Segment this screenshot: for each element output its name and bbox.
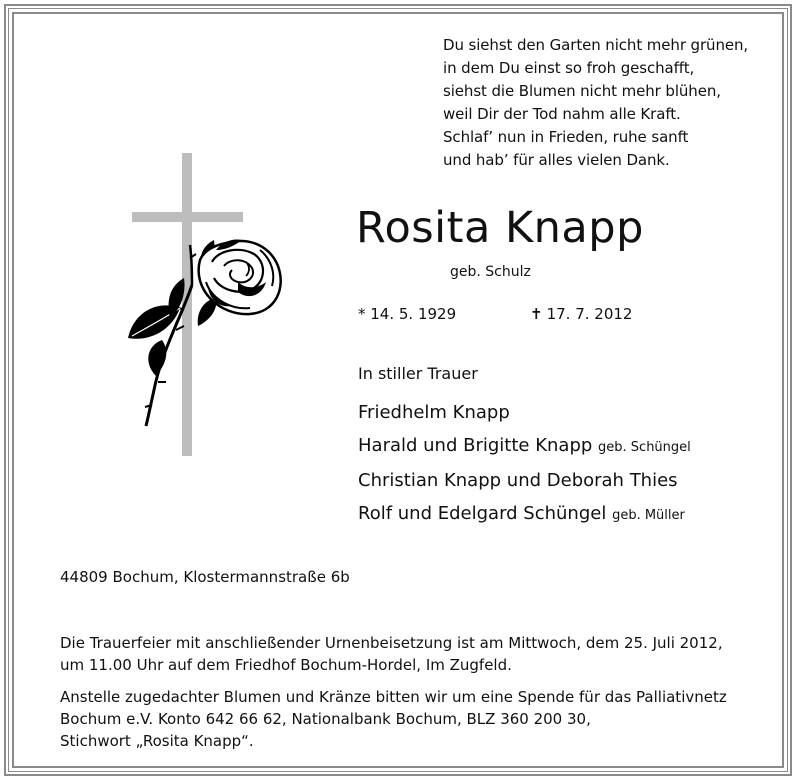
death-date: 17. 7. 2012 bbox=[546, 305, 633, 323]
cross-with-rose-icon bbox=[120, 150, 290, 462]
service-info bbox=[60, 632, 760, 676]
mourner-item bbox=[358, 429, 691, 464]
poem-line: und hab’ für alles vielen Dank. bbox=[443, 151, 670, 169]
donation-line: Stichwort „Rosita Knapp“. bbox=[60, 732, 254, 750]
donation-line: Anstelle zugedachter Blumen und Kränze bitten wir um eine Spende für das Palliativnetz bbox=[60, 688, 727, 706]
maiden-name: geb. Schulz bbox=[450, 264, 531, 280]
cross-horizontal-bar bbox=[132, 212, 243, 222]
mourning-intro: In stiller Trauer bbox=[358, 364, 478, 383]
donation-line: Bochum e.V. Konto 642 66 62, Nationalbank Bochum, BLZ 360 200 30, bbox=[60, 710, 591, 728]
death-date-row bbox=[530, 305, 632, 323]
mourner-name: Christian Knapp und Deborah Thies bbox=[358, 470, 678, 491]
deceased-name: Rosita Knapp bbox=[356, 203, 644, 253]
birth-date: * 14. 5. 1929 bbox=[358, 305, 457, 323]
mourner-name: Rolf und Edelgard Schüngel bbox=[358, 503, 607, 524]
mourner-note: geb. Müller bbox=[612, 508, 685, 523]
poem bbox=[443, 34, 773, 172]
mourner-name: Friedhelm Knapp bbox=[358, 402, 510, 423]
poem-line: siehst die Blumen nicht mehr blühen, bbox=[443, 82, 721, 100]
death-cross-icon: ✝ bbox=[530, 305, 543, 323]
service-line: Die Trauerfeier mit anschließender Urnenbeisetzung ist am Mittwoch, dem 25. Juli 2012, bbox=[60, 634, 723, 652]
mourner-note: geb. Schüngel bbox=[598, 440, 691, 455]
address: 44809 Bochum, Klostermannstraße 6b bbox=[60, 568, 350, 586]
poem-line: in dem Du einst so froh geschafft, bbox=[443, 59, 695, 77]
mourners-list bbox=[358, 396, 691, 532]
mourner-item bbox=[358, 464, 691, 497]
poem-line: Du siehst den Garten nicht mehr grünen, bbox=[443, 36, 749, 54]
poem-line: weil Dir der Tod nahm alle Kraft. bbox=[443, 105, 681, 123]
mourner-item bbox=[358, 497, 691, 532]
service-line: um 11.00 Uhr auf dem Friedhof Bochum-Hordel, Im Zugfeld. bbox=[60, 656, 512, 674]
mourner-name: Harald und Brigitte Knapp bbox=[358, 435, 593, 456]
donation-info bbox=[60, 686, 760, 752]
poem-line: Schlaf’ nun in Frieden, ruhe sanft bbox=[443, 128, 689, 146]
mourner-item bbox=[358, 396, 691, 429]
